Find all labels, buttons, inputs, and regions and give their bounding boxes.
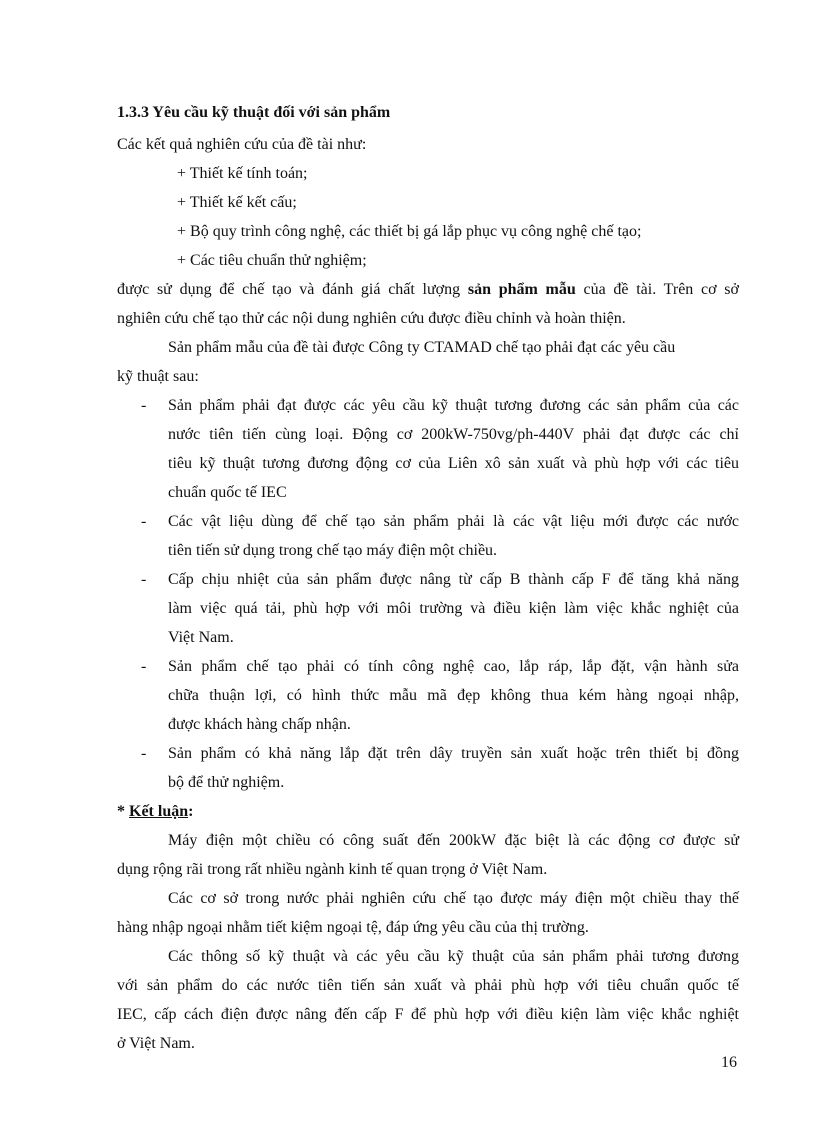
bullet-line: tiên tiến sử dụng trong chế tạo máy điện một chiều. — [168, 542, 498, 559]
text-run: được sử dụng để chế tạo và đánh giá chất lượng — [117, 281, 461, 298]
paragraph-line: Máy điện một chiều có công suất đến 200kW đặc biệt là các động cơ được sử — [168, 832, 739, 849]
dash-marker: - — [141, 658, 147, 675]
bullet-line: Cấp chịu nhiệt của sản phẩm được nâng từ cấp B thành cấp F để tăng khả năng — [168, 571, 739, 588]
dash-marker: - — [141, 397, 147, 414]
page-number: 16 — [721, 1054, 737, 1071]
paragraph-line: với sản phẩm do các nước tiên tiến sản xuất và phải phù hợp với tiêu chuẩn quốc tế — [117, 977, 739, 994]
bullet-line: làm việc quá tải, phù hợp với môi trường và điều kiện làm việc khắc nghiệt của — [168, 600, 739, 617]
paragraph-line: Các cơ sở trong nước phải nghiên cứu chế tạo được máy điện một chiều thay thế — [168, 890, 739, 907]
plus-item: + Thiết kế kết cấu; — [177, 194, 297, 211]
bold-term: sản phẩm mẫu — [467, 281, 576, 298]
paragraph-line: Sản phẩm mẫu của đề tài được Công ty CTAMAD chế tạo phải đạt các yêu cầu — [168, 339, 676, 356]
bullet-line: chuẩn quốc tế IEC — [168, 484, 287, 501]
conclusion-heading — [117, 802, 193, 822]
dash-marker: - — [141, 745, 147, 762]
plus-item: + Thiết kế tính toán; — [177, 165, 308, 182]
paragraph-line: hàng nhập ngoại nhằm tiết kiệm ngoại tệ, đáp ứng yêu cầu của thị trường. — [117, 919, 589, 936]
intro-line: Các kết quả nghiên cứu của đề tài như: — [117, 136, 367, 153]
bullet-line: tiêu kỹ thuật tương đương động cơ của Liên xô sản xuất và phù hợp với các tiêu — [168, 455, 739, 472]
plus-item: + Các tiêu chuẩn thử nghiệm; — [177, 252, 367, 269]
paragraph-line: kỹ thuật sau: — [117, 368, 199, 385]
conclusion-label: Kết luận — [129, 803, 189, 820]
paragraph-line: Các thông số kỹ thuật và các yêu cầu kỹ thuật của sản phẩm phải tương đương — [168, 948, 739, 965]
bullet-line: Việt Nam. — [168, 629, 234, 646]
bullet-line: Sản phẩm phải đạt được các yêu cầu kỹ thuật tương đương các sản phẩm của các — [168, 397, 739, 414]
conclusion-star: * — [117, 803, 129, 820]
text-run: của đề tài. Trên cơ sở — [583, 281, 739, 298]
paragraph-line: IEC, cấp cách điện được nâng đến cấp F để phù hợp với điều kiện làm việc khắc nghiệt — [117, 1006, 739, 1023]
bullet-line: Sản phẩm chế tạo phải có tính công nghệ cao, lắp ráp, lắp đặt, vận hành sửa — [168, 658, 739, 675]
bullet-line: bộ để thử nghiệm. — [168, 774, 285, 791]
paragraph-line — [117, 280, 739, 300]
paragraph-line: ở Việt Nam. — [117, 1035, 195, 1052]
conclusion-colon: : — [188, 803, 194, 820]
bullet-line: Sản phẩm có khả năng lắp đặt trên dây truyền sản xuất hoặc trên thiết bị đồng — [168, 745, 739, 762]
plus-item: + Bộ quy trình công nghệ, các thiết bị gá lắp phục vụ công nghệ chế tạo; — [177, 223, 642, 240]
paragraph-line: dụng rộng rãi trong rất nhiều ngành kinh tế quan trọng ở Việt Nam. — [117, 861, 548, 878]
dash-marker: - — [141, 571, 147, 588]
dash-marker: - — [141, 513, 147, 530]
bullet-line: nước tiên tiến cùng loại. Động cơ 200kW-750vg/ph-440V phải đạt được các chỉ — [168, 426, 739, 443]
bullet-line: chữa thuận lợi, có hình thức mẫu mã đẹp không thua kém hàng ngoại nhập, — [168, 687, 739, 704]
section-heading: 1.3.3 Yêu cầu kỹ thuật đối với sản phẩm — [117, 104, 391, 121]
bullet-line: Các vật liệu dùng để chế tạo sản phẩm phải là các vật liệu mới được các nước — [168, 513, 739, 530]
bullet-line: được khách hàng chấp nhận. — [168, 716, 351, 733]
paragraph-line: nghiên cứu chế tạo thử các nội dung nghiên cứu được điều chỉnh và hoàn thiện. — [117, 310, 626, 327]
